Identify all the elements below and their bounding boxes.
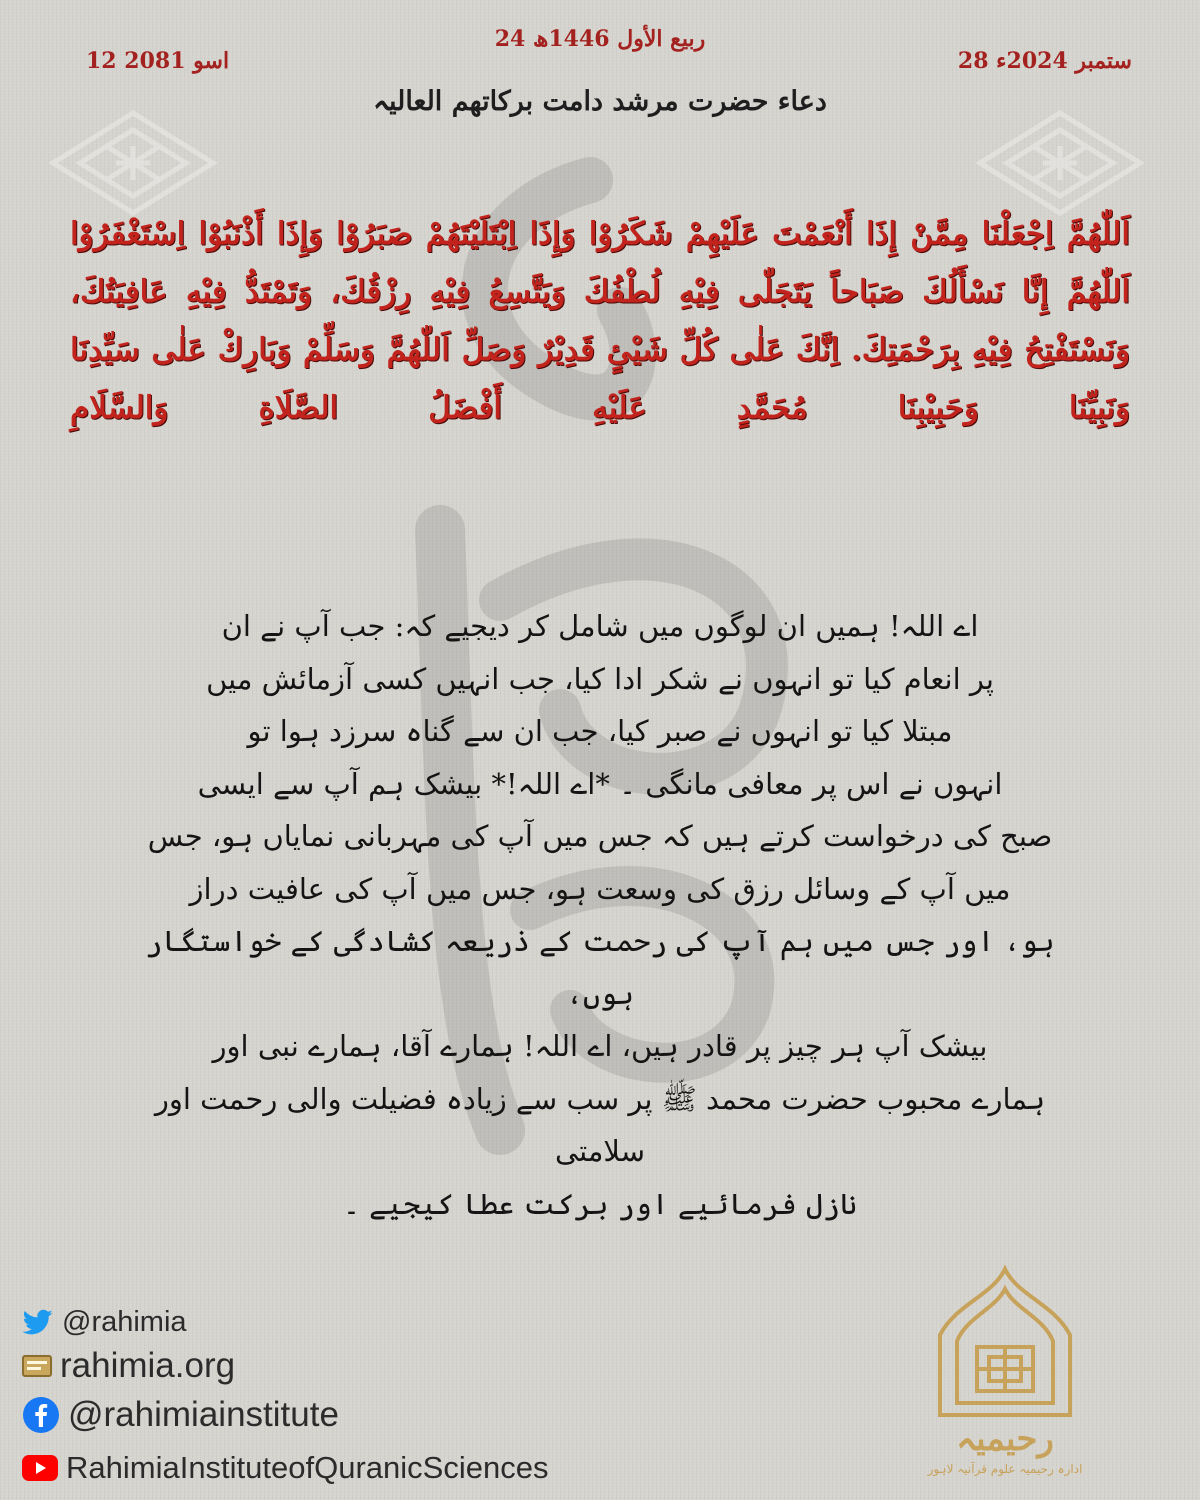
knot-ornament-left (48, 108, 218, 218)
translation-line: نازل فرمائیے اور برکت عطا کیجیے ۔ (342, 1186, 858, 1221)
hijri-date: 24 ربیع الأول 1446ھ (494, 26, 706, 52)
website-url: rahimia.org (60, 1346, 236, 1385)
page-title: دعاء حضرت مرشد دامت برکاتھم العالیہ (373, 86, 827, 117)
translation-line: میں آپ کے وسائل رزق کی وسعت ہو، جس میں آپ کی عافیت دراز (189, 871, 1011, 906)
translation-line: بیشک آپ ہر چیز پر قادر ہیں، اے اللہ! ہمارے آقا، ہمارے نبی اور (212, 1029, 988, 1063)
svg-text:رحیمیہ: رحیمیہ (956, 1419, 1054, 1459)
facebook-handle: @rahimiainstitute (68, 1395, 339, 1434)
facebook-icon (22, 1396, 60, 1434)
twitter-icon (22, 1309, 54, 1337)
arabic-dua-text: اَللّٰهُمَّ اِجْعَلْنَا مِمَّنْ إِذَا أَنْعَمْتَ عَلَيْهِمْ شَكَرُوْا وَإِذَا اِبْتَلَيْتَهُمْ صَبَرُوْا وَإِذَا أَذْنَبُوْا اِسْتَغْفَرُوْا اَللّٰهُمَّ إِنَّا نَسْأَلُكَ صَبَاحاً يَتَجَلّٰى فِيْهِ لُطْفُكَ وَيَتَّسِعُ فِيْهِ رِزْقُكَ، وَتَمْتَدُّ فِيْهِ عَافِيَتُكَ، وَنَسْتَفْتِحُ فِيْهِ بِرَحْمَتِكَ. اِنَّكَ عَلٰى كُلِّ شَيْئٍ قَدِيْرٌ وَصَلِّ اَللّٰهُمَّ وَسَلِّمْ وَبَارِكْ عَلٰى سَيِّدِنَا وَنَبِيِّنَا وَحَبِيْبِنَا مُحَمَّدٍ عَلَيْهِ أَفْضَلُ الصَّلَاةِ وَالسَّلَامِ (70, 216, 1130, 426)
facebook-link[interactable] (22, 1395, 339, 1435)
translation-line: ہو، اور جس میں ہم آپ کی رحمت کے ذریعہ کشادگی کے خواستگار ہوں، (145, 924, 1055, 1011)
twitter-link[interactable] (22, 1306, 187, 1339)
rahimia-logo (905, 1265, 1105, 1480)
twitter-handle: @rahimia (62, 1306, 187, 1338)
translation-line: مبتلا کیا تو انہوں نے صبر کیا، جب ان سے گناہ سرزد ہوا تو (247, 714, 953, 748)
translation-line: صبح کی درخواست کرتے ہیں کہ جس میں آپ کی مہربانی نمایاں ہو، جس (147, 819, 1053, 853)
website-icon (22, 1354, 52, 1378)
translation-line: انہوں نے اس پر معافی مانگی ۔ *اے اللہ!* بیشک ہم آپ سے ایسی (197, 766, 1003, 801)
urdu-translation (130, 600, 1070, 1230)
svg-text:ادارہ رحیمیہ علوم قرآنیہ لاہور: ادارہ رحیمیہ علوم قرآنیہ لاہور (927, 1462, 1083, 1476)
knot-ornament-right (975, 108, 1145, 218)
website-link[interactable] (22, 1346, 235, 1386)
youtube-link[interactable] (22, 1450, 548, 1486)
gregorian-date: 28 ستمبر 2024ء (957, 48, 1132, 74)
translation-line: ہمارے محبوب حضرت محمد ﷺ پر سب سے زیادہ فضیلت والی رحمت اور سلامتی (154, 1081, 1046, 1168)
youtube-icon (22, 1455, 58, 1481)
translation-line: اے اللہ! ہمیں ان لوگوں میں شامل کر دیجیے کہ: جب آپ نے ان (221, 609, 979, 643)
youtube-channel: RahimiaInstituteofQuranicSciences (66, 1450, 549, 1485)
translation-line: پر انعام کیا تو انہوں نے شکر ادا کیا، جب انہیں کسی آزمائش میں (206, 661, 994, 696)
local-calendar-date: 12 اسو 2081 (86, 48, 230, 74)
